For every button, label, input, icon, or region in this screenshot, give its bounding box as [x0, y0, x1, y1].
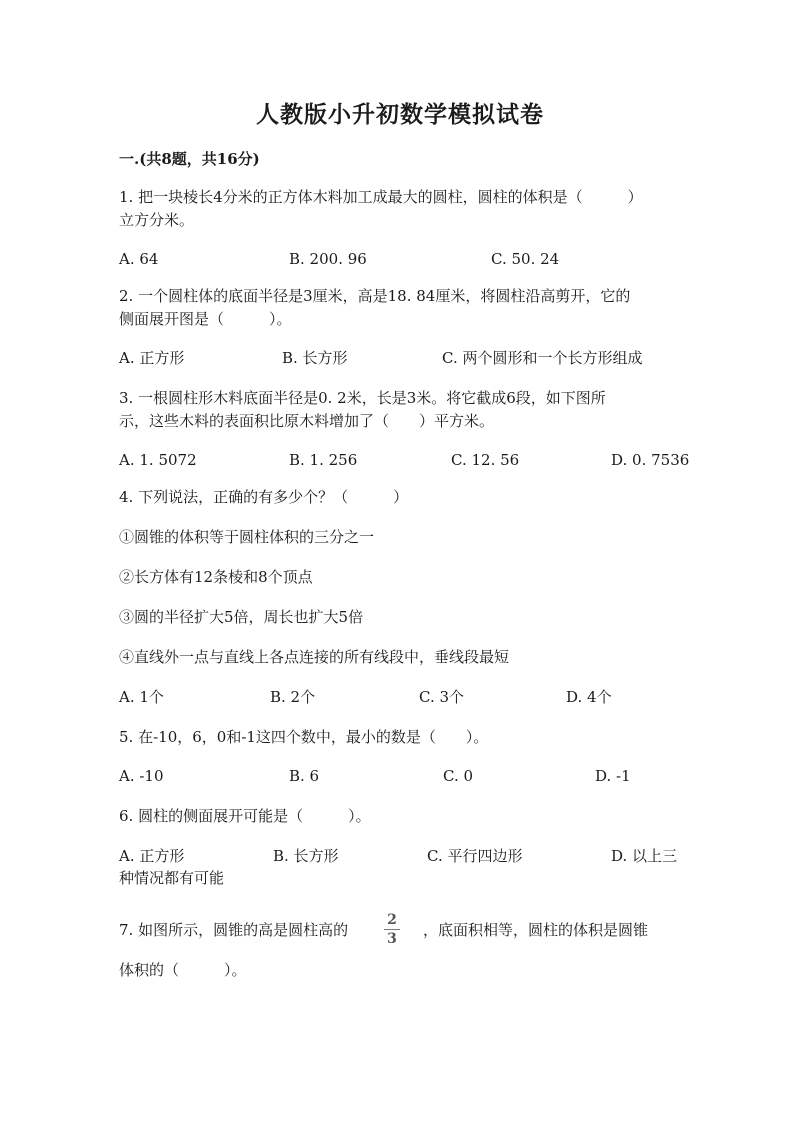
q2-text-line1: 2. 一个圆柱体的底面半径是3厘米，高是18. 84厘米，将圆柱沿高剪开，它的: [119, 287, 631, 305]
q6-option-b: B. 长方形: [273, 847, 339, 865]
q2-option-c: C. 两个圆形和一个长方形组成: [442, 349, 643, 367]
q4-statement-1: ①圆锥的体积等于圆柱体积的三分之一: [119, 528, 375, 546]
q7-text-after-fraction: ，底面积相等，圆柱的体积是圆锥: [423, 921, 649, 939]
q2-option-b: B. 长方形: [282, 349, 348, 367]
q5-option-a: A. -10: [119, 767, 164, 785]
q3-text-line2: 示，这些木料的表面积比原木料增加了（ ）平方米。: [119, 412, 495, 430]
q1-text-line2: 立方分米。: [119, 211, 195, 229]
q6-option-a: A. 正方形: [119, 847, 185, 865]
q3-option-b: B. 1. 256: [289, 451, 358, 469]
q6-option-c: C. 平行四边形: [427, 847, 523, 865]
q4-text-line1: 4. 下列说法，正确的有多少个？（ ）: [119, 488, 409, 506]
q1-text-line1: 1. 把一块棱长4分米的正方体木料加工成最大的圆柱，圆柱的体积是（ ）: [119, 188, 643, 206]
fraction-bar: [384, 929, 400, 930]
q4-option-c: C. 3个: [419, 688, 465, 706]
q5-option-c: C. 0: [443, 767, 474, 785]
q4-option-d: D. 4个: [566, 688, 612, 706]
page-title: 人教版小升初数学模拟试卷: [256, 101, 544, 128]
q4-option-b: B. 2个: [270, 688, 316, 706]
fraction-denominator: 3: [387, 931, 397, 947]
q5-option-d: D. -1: [595, 767, 631, 785]
q7-text-before-fraction: 7. 如图所示，圆锥的高是圆柱高的: [119, 921, 349, 939]
q5-option-b: B. 6: [289, 767, 320, 785]
q2-text-line2: 侧面展开图是（ ）。: [119, 310, 292, 328]
q3-option-a: A. 1. 5072: [119, 451, 197, 469]
q6-option-d: D. 以上三: [611, 847, 678, 865]
q1-option-c: C. 50. 24: [491, 250, 560, 268]
q4-statement-4: ④直线外一点与直线上各点连接的所有线段中，垂线段最短: [119, 648, 510, 666]
q4-option-a: A. 1个: [119, 688, 164, 706]
q5-text-line1: 5. 在-10，6，0和-1这四个数中，最小的数是（ ）。: [119, 728, 489, 746]
section-heading: 一.(共8题，共16分): [119, 150, 260, 168]
q1-option-a: A. 64: [119, 250, 159, 268]
q4-statement-2: ②长方体有12条棱和8个顶点: [119, 568, 313, 586]
fraction-numerator: 2: [387, 912, 397, 928]
q2-option-a: A. 正方形: [119, 349, 185, 367]
q6-option-d-continuation: 种情况都有可能: [119, 869, 225, 887]
q7-text-line2: 体积的（ ）。: [119, 961, 247, 979]
q7-fraction: [381, 912, 403, 947]
q3-option-d: D. 0. 7536: [611, 451, 690, 469]
q3-text-line1: 3. 一根圆柱形木料底面半径是0. 2米，长是3米。将它截成6段，如下图所: [119, 389, 606, 407]
q1-option-b: B. 200. 96: [289, 250, 367, 268]
q6-text-line1: 6. 圆柱的侧面展开可能是（ ）。: [119, 807, 371, 825]
q3-option-c: C. 12. 56: [451, 451, 520, 469]
q4-statement-3: ③圆的半径扩大5倍，周长也扩大5倍: [119, 608, 364, 626]
